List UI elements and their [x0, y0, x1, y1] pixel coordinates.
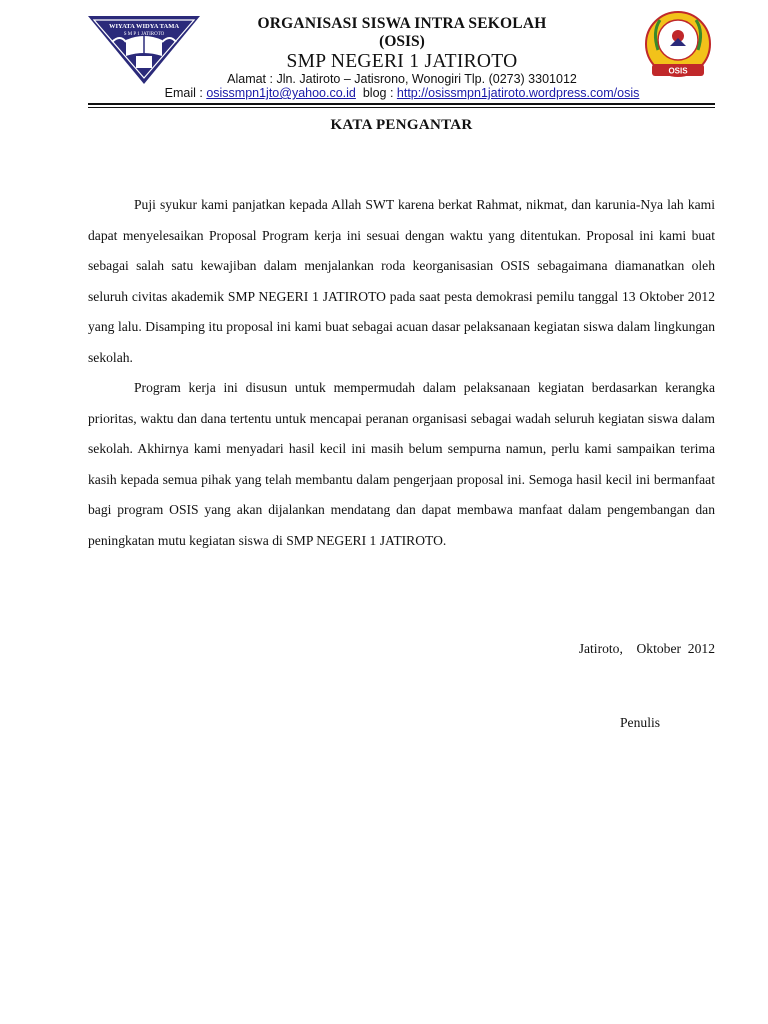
blog-link[interactable]: http://osissmpn1jatiroto.wordpress.com/osis — [396, 86, 640, 100]
place-date: Jatiroto, Oktober 2012 — [578, 641, 715, 656]
school-address: Alamat : Jln. Jatiroto – Jatisrono, Wonogiri Tlp. (0273) 3301012 — [227, 72, 577, 86]
emblem-school-text: S M P 1 JATIROTO — [123, 32, 165, 37]
organization-name: ORGANISASI SISWA INTRA SEKOLAH — [257, 15, 547, 32]
paragraph: Program kerja ini disusun untuk mempermudah dalam pelaksanaan kegiatan berdasarkan kerangka prioritas, waktu dan dana tertentu untuk mencapai peranan organisasi sebagai wadah seluruh kegiatan siswa dalam sekolah. Akhirnya kami menyadari hasil kecil ini masih belum sempurna namun, perlu kami sampaikan terima kasih kepada semua pihak yang telah membantu dalam pengerjaan proposal ini. Semoga hasil kecil ini bermanfaat bagi program OSIS yang akan dijalankan mendatang dan dapat membawa manfaat dalam pengembangan dan peningkatan mutu kegiatan siswa di SMP NEGERI 1 JATIROTO. — [88, 380, 715, 548]
contact-line — [110, 86, 694, 100]
email-label: Email : — [164, 86, 207, 100]
document-title: KATA PENGANTAR — [330, 117, 473, 133]
signer-label: Penulis — [620, 715, 661, 730]
letterhead-divider — [88, 103, 715, 105]
emblem-motto: WIYATA WIDYA TAMA — [108, 23, 180, 30]
school-name: SMP NEGERI 1 JATIROTO — [286, 51, 518, 72]
letterhead-divider-thin — [88, 107, 715, 108]
email-link[interactable]: osissmpn1jto@yahoo.co.id — [206, 86, 356, 100]
organization-acronym: (OSIS) — [379, 33, 425, 50]
paragraph: Puji syukur kami panjatkan kepada Allah SWT karena berkat Rahmat, nikmat, dan karunia-Nya lah kami dapat menyelesaikan Proposal Program kerja ini sesuai dengan waktu yang ditentukan. Proposal ini kami buat sebagai salah satu kewajiban dalam menjalankan roda keorganisasian OSIS sebagaimana diamanatkan oleh seluruh civitas akademik SMP NEGERI 1 JATIROTO pada saat pesta demokrasi pemilu tanggal 13 Oktober 2012 yang lalu. Disamping itu proposal ini kami buat sebagai acuan dasar pelaksanaan kegiatan siswa dalam lingkungan sekolah. — [88, 197, 715, 365]
blog-label: blog : — [355, 86, 397, 100]
osis-emblem-text: OSIS — [668, 66, 688, 76]
document-body — [88, 190, 715, 556]
